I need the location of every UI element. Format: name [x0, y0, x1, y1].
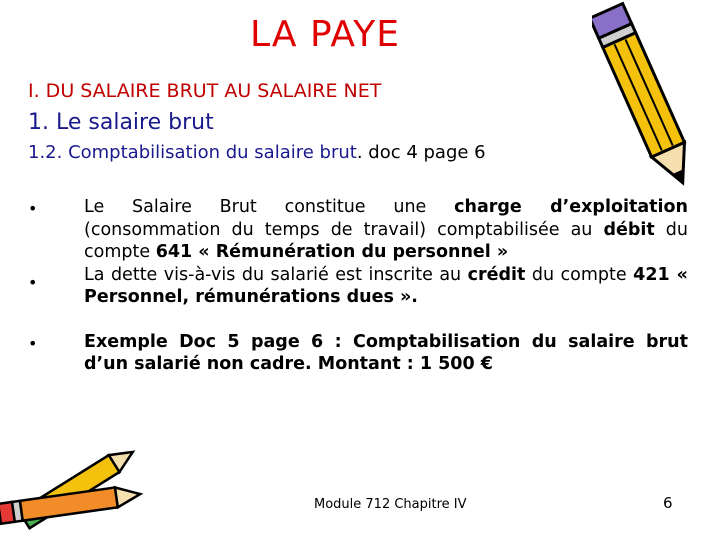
sub-subsection-heading	[28, 142, 486, 163]
slide-title: LA PAYE	[250, 14, 400, 55]
bullet-2-text: du compte	[525, 264, 634, 285]
page-number: 6	[663, 494, 673, 512]
doc-reference: . doc 4 page 6	[356, 142, 486, 163]
slide-footer: Module 712 Chapitre IV	[314, 497, 467, 512]
bullet-marker: •	[28, 333, 38, 353]
bullet-1-text: Le Salaire Brut constitue une	[84, 197, 455, 217]
bullet-2-emphasis: crédit	[467, 264, 526, 285]
bullet-1-text: du compte	[84, 219, 689, 262]
bullet-marker: •	[28, 199, 38, 218]
pencils-clipart-icon	[0, 432, 160, 540]
bullet-1-emphasis: charge d’exploitation	[454, 197, 688, 217]
sub-subsection-title: 1.2. Comptabilisation du salaire brut	[28, 142, 357, 163]
bullet-item-2	[28, 264, 688, 309]
bullet-2-emphasis: 421 « Personnel, rémunérations dues ».	[84, 264, 688, 307]
bullet-item-3	[28, 331, 688, 376]
section-heading: I. DU SALAIRE BRUT AU SALAIRE NET	[28, 80, 382, 102]
bullet-list	[28, 196, 688, 376]
subsection-heading: 1. Le salaire brut	[28, 110, 214, 135]
bullet-1-text: (consommation du temps de travail) comptabilisée au	[84, 219, 604, 240]
bullet-marker: •	[28, 272, 38, 292]
bullet-1-emphasis: 641 « Rémunération du personnel »	[155, 242, 509, 262]
bullet-1-emphasis: débit	[603, 219, 655, 240]
bullet-3-text: Exemple Doc 5 page 6 : Comptabilisation du salaire brut d’un salarié non cadre. Montant : 1 500 €	[84, 331, 688, 374]
bullet-2-text: La dette vis-à-vis du salarié est inscrite au	[84, 264, 468, 285]
bullet-item-1	[28, 196, 688, 264]
